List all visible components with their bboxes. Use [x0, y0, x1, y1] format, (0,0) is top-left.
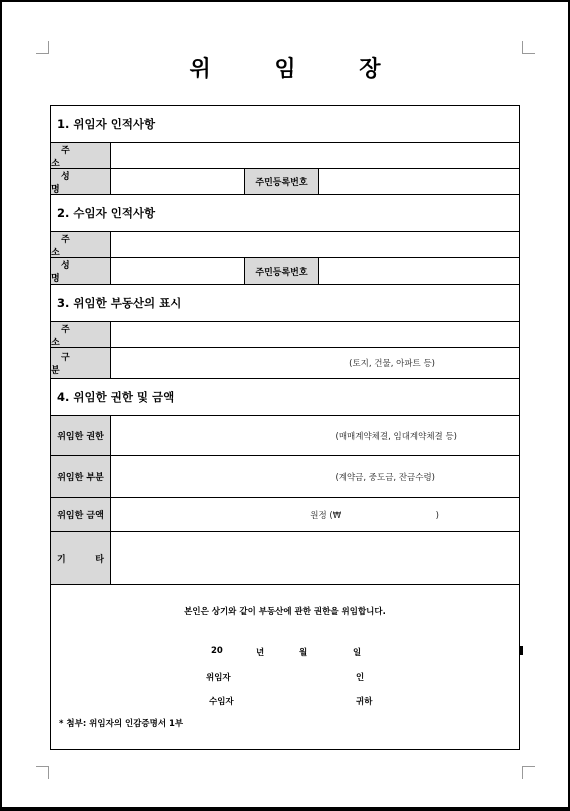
delegatee-address-row: [51, 232, 519, 258]
delegator-resident-no-label: 주민등록번호: [245, 169, 319, 194]
other-row: [51, 532, 519, 585]
other-label-second: 타: [95, 554, 104, 565]
delegator-address-row: [51, 143, 519, 169]
section-2-title: 2. 수임자 인적사항: [57, 206, 156, 220]
section-1-header: [51, 106, 519, 143]
granted-part-hint[interactable]: (계약금, 중도금, 잔금수령): [335, 472, 435, 483]
text-cursor-mark: [520, 646, 523, 655]
property-address-label: 주 소: [51, 322, 111, 347]
property-category-row: [51, 348, 519, 379]
granted-authority-row: [51, 416, 519, 456]
delegatee-name-row: [51, 258, 519, 285]
seal-label: 인: [356, 673, 365, 683]
crop-mark-bottom-left: [36, 766, 49, 779]
other-label: [51, 532, 111, 584]
section-1-title: 1. 위임자 인적사항: [57, 117, 156, 131]
date-year-label: 년: [256, 648, 265, 658]
delegatee-resident-no-label: 주민등록번호: [245, 258, 319, 284]
section-4-title: 4. 위임한 권한 및 금액: [57, 390, 175, 404]
date-month-label: 월: [299, 648, 308, 658]
document-title: 위 임 장: [189, 57, 409, 82]
section-3-header: [51, 285, 519, 322]
delegatee-name-field[interactable]: [111, 258, 245, 284]
power-of-attorney-form: [50, 105, 520, 750]
property-address-row: [51, 322, 519, 348]
granted-part-label: 위임한 부분: [51, 456, 111, 497]
granted-amount-row: [51, 498, 519, 532]
other-label-first: 기: [57, 554, 66, 565]
delegatee-address-field[interactable]: [111, 232, 519, 257]
delegator-sign-label: 위임자: [206, 673, 231, 683]
property-category-hint[interactable]: (토지, 건물, 아파트 등): [349, 359, 435, 369]
delegator-name-row: [51, 169, 519, 195]
property-category-label: 구 분: [51, 348, 111, 378]
granted-authority-label: 위임한 권한: [51, 416, 111, 455]
delegator-address-field[interactable]: [111, 143, 519, 168]
delegator-name-label: 성 명: [51, 169, 111, 194]
crop-mark-bottom-right: [522, 766, 535, 779]
date-day-label: 일: [353, 648, 362, 658]
delegatee-name-label: 성 명: [51, 258, 111, 284]
section-2-header: [51, 195, 519, 232]
section-3-title: 3. 위임한 부동산의 표시: [57, 296, 182, 310]
delegatee-sign-label: 수임자: [209, 697, 234, 707]
delegatee-resident-no-field[interactable]: [319, 258, 519, 284]
property-address-field[interactable]: [111, 322, 519, 347]
section-4-header: [51, 379, 519, 416]
delegatee-address-label: 주 소: [51, 232, 111, 257]
delegator-resident-no-field[interactable]: [319, 169, 519, 194]
granted-amount-label: 위임한 금액: [51, 498, 111, 531]
granted-part-row: [51, 456, 519, 498]
delegation-statement: 본인은 상기와 같이 부동산에 관한 권한을 위임합니다.: [184, 607, 386, 617]
delegator-name-field[interactable]: [111, 169, 245, 194]
attachment-note: * 첨부: 위임자의 인감증명서 1부: [59, 719, 184, 729]
honorific-label: 귀하: [356, 697, 373, 707]
other-field[interactable]: [111, 532, 519, 584]
granted-amount-hint[interactable]: 원정 (₩ ): [310, 510, 439, 521]
date-year-prefix: 20: [211, 646, 223, 656]
delegator-address-label: 주 소: [51, 143, 111, 168]
granted-authority-hint[interactable]: (매매계약체결, 임대계약체결 등): [335, 431, 457, 442]
